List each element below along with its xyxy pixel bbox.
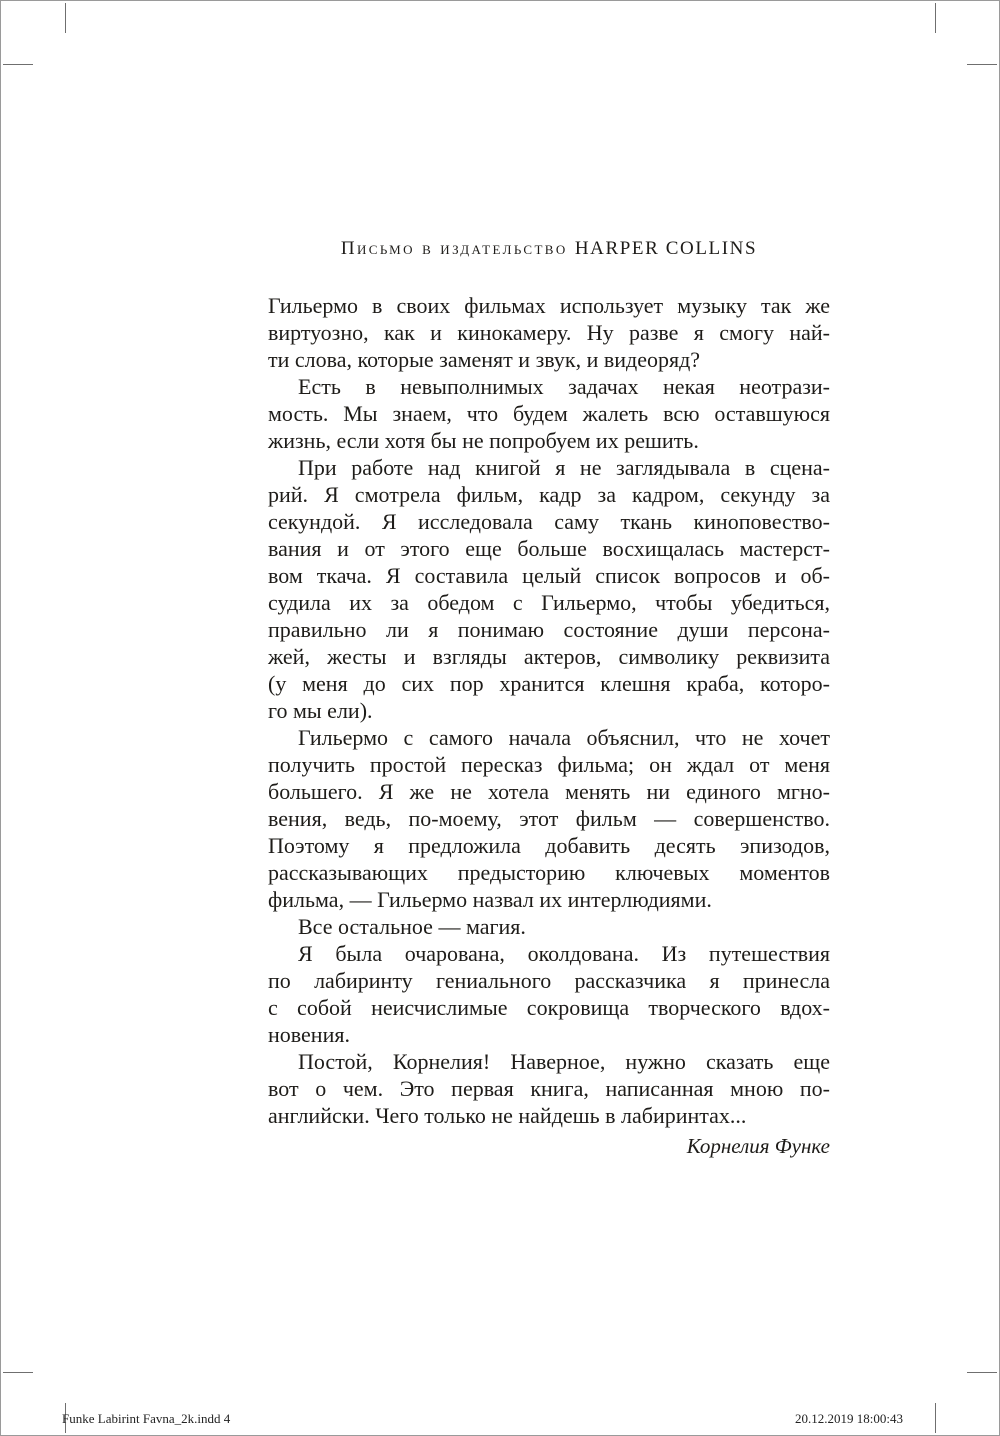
text-line: получить простой пересказ фильма; он ждал от меня: [268, 752, 830, 777]
crop-mark-left-bottom: [3, 1372, 33, 1373]
text-line: Гильермо с самого начала объяснил, что не хочет: [298, 725, 830, 750]
text-line: вом ткача. Я составила целый список вопросов и об-: [268, 563, 830, 588]
text-line: по лабиринту гениального рассказчика я принесла: [268, 968, 830, 993]
text-line: правильно ли я понимаю состояние души персона-: [268, 617, 830, 642]
text-line: большего. Я же не хотела менять ни единого мгно-: [268, 779, 830, 804]
text-line: ти слова, которые заменят и звук, и видеоряд?: [268, 347, 701, 372]
text-line: судила их за обедом с Гильермо, чтобы убедиться,: [268, 590, 830, 615]
text-line: вот о чем. Это первая книга, написанная мною по-: [268, 1076, 830, 1101]
text-line: фильма, — Гильермо назвал их интерлюдиями.: [268, 887, 712, 912]
text-line: Есть в невыполнимых задачах некая неотрази-: [298, 374, 830, 399]
running-head: [268, 238, 830, 260]
text-line: Я была очарована, околдована. Из путешествия: [298, 941, 830, 966]
text-line: Постой, Корнелия! Наверное, нужно сказать еще: [298, 1049, 830, 1074]
crop-mark-right-top: [967, 64, 997, 65]
slug-file-info: Funke Labirint Favna_2k.indd 4: [62, 1411, 231, 1426]
crop-mark-top-left: [65, 3, 66, 33]
text-line: новения.: [268, 1022, 350, 1047]
text-line: Все остальное — магия.: [298, 914, 526, 939]
running-head-publisher: HARPER COLLINS: [574, 238, 758, 259]
crop-mark-bottom-right: [935, 1403, 936, 1433]
crop-mark-top-right: [935, 3, 936, 33]
text-line: виртуозно, как и кинокамеру. Ну разве я смогу най-: [268, 320, 830, 345]
text-line: го мы ели).: [268, 698, 373, 723]
text-line: английски. Чего только не найдешь в лабиринтах...: [268, 1103, 747, 1128]
text-line: рий. Я смотрела фильм, кадр за кадром, секунду за: [268, 482, 830, 507]
running-head-title: Письмо в издательство: [340, 238, 568, 259]
text-line: вения, ведь, по-моему, этот фильм — совершенство.: [268, 806, 830, 831]
text-line: (у меня до сих пор хранится клешня краба, которо-: [268, 671, 830, 696]
author-signature: Корнелия Функе: [686, 1134, 830, 1158]
text-line: жей, жесты и взгляды актеров, символику реквизита: [268, 644, 830, 669]
text-line: жизнь, если хотя бы не попробуем их решить.: [268, 428, 699, 453]
text-line: вания и от этого еще больше восхищалась мастерст-: [268, 536, 830, 561]
text-line: с собой неисчислимые сокровища творческого вдох-: [268, 995, 830, 1020]
body-text: [268, 292, 830, 1129]
text-line: секундой. Я исследовала саму ткань киноповество-: [268, 509, 830, 534]
text-line: мость. Мы знаем, что будем жалеть всю оставшуюся: [268, 401, 830, 426]
slug-datetime: 20.12.2019 18:00:43: [795, 1411, 903, 1426]
text-line: При работе над книгой я не заглядывала в сцена-: [298, 455, 830, 480]
text-line: Поэтому я предложила добавить десять эпизодов,: [268, 833, 830, 858]
crop-mark-right-bottom: [967, 1372, 997, 1373]
text-line: Гильермо в своих фильмах использует музыку так же: [268, 293, 830, 318]
crop-mark-left-top: [3, 64, 33, 65]
text-line: рассказывающих предысторию ключевых моментов: [268, 860, 830, 885]
